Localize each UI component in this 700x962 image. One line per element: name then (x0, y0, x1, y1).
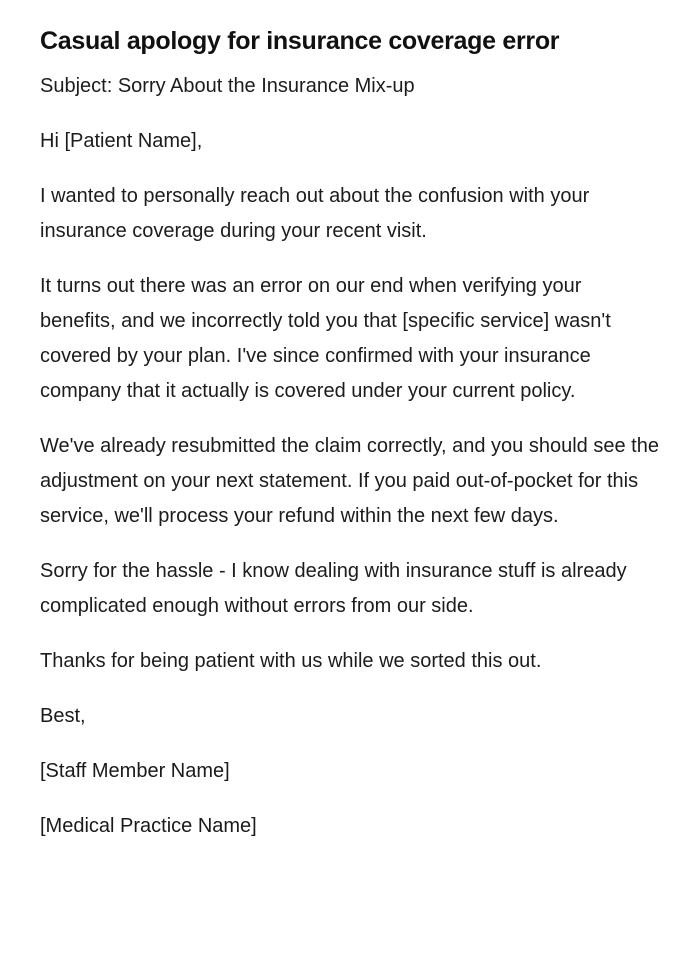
email-subject: Subject: Sorry About the Insurance Mix-up (40, 75, 415, 97)
body-paragraph-5: Thanks for being patient with us while we sorted this out. (40, 650, 542, 672)
signoff: Best, (40, 705, 86, 727)
body-paragraph-2: It turns out there was an error on our end when verifying your benefits, and we incorrectly told you that [specific service] wasn't covered by your plan. I've since confirmed with your insurance company that it actually is covered under your current policy. (40, 275, 611, 402)
staff-name: [Staff Member Name] (40, 760, 230, 782)
body-paragraph-4: Sorry for the hassle - I know dealing with insurance stuff is already complicated enough without errors from our side. (40, 560, 627, 617)
body-paragraph-3: We've already resubmitted the claim correctly, and you should see the adjustment on your next statement. If you paid out-of-pocket for this service, we'll process your refund within the next few days. (40, 435, 659, 527)
body-paragraph-1: I wanted to personally reach out about the confusion with your insurance coverage during your recent visit. (40, 185, 590, 242)
practice-name: [Medical Practice Name] (40, 815, 257, 837)
greeting: Hi [Patient Name], (40, 130, 203, 152)
document-title: Casual apology for insurance coverage error (40, 27, 560, 55)
